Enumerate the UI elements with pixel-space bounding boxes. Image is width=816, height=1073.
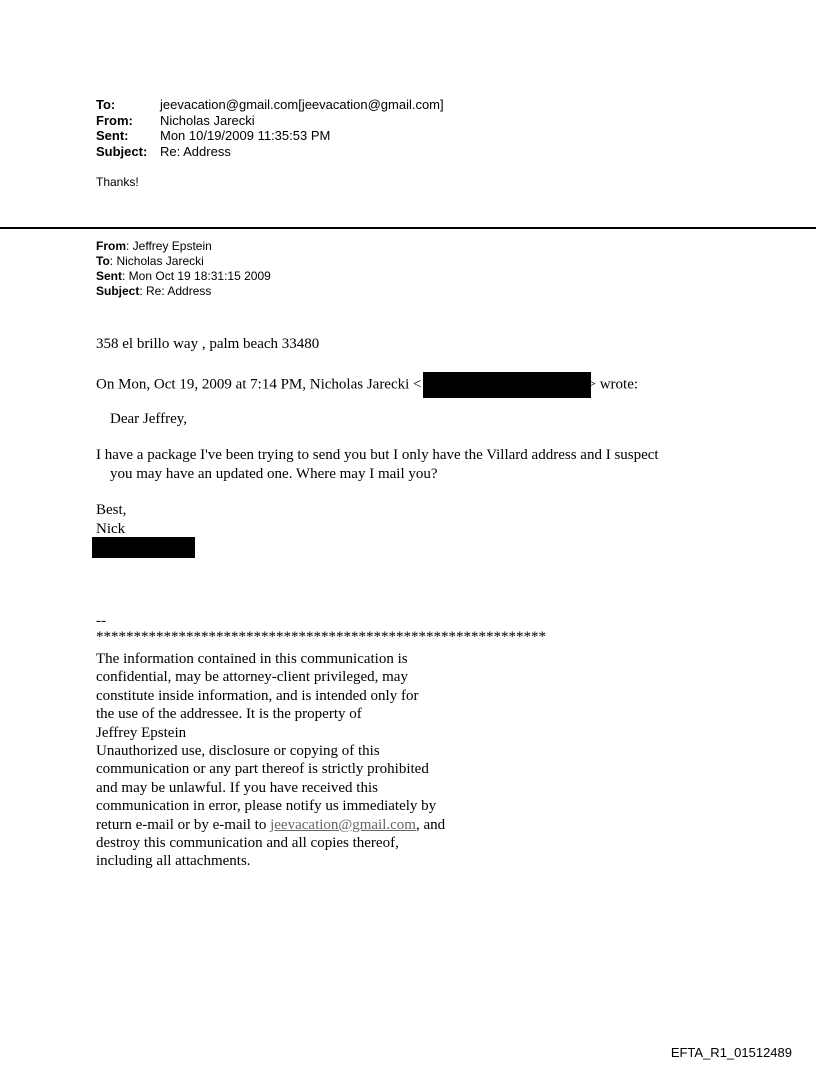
sent-label: Sent: [96, 128, 129, 143]
disclaimer-line: constitute inside information, and is intended only for [96, 687, 419, 704]
subject-label: Subject: [96, 143, 148, 159]
message-paragraph-line-2: you may have an updated one. Where may I mail you? [110, 466, 438, 482]
quoted-from-value: : Jeffrey Epstein [126, 239, 212, 253]
quoted-from-label: From [96, 239, 126, 253]
sent-value: Mon 10/19/2009 11:35:53 PM [160, 128, 331, 143]
subject-value: Re: Address [160, 143, 231, 159]
to-label: To: [96, 97, 116, 112]
redaction-box-email [423, 372, 591, 398]
disclaimer-line: communication or any part thereof is strictly prohibited [96, 761, 429, 778]
quoted-subject-value: : Re: Address [139, 284, 212, 298]
quote-attribution-prefix: On Mon, Oct 19, 2009 at 7:14 PM, Nicholas Jarecki < [96, 376, 422, 393]
disclaimer-line: communication in error, please notify us immediately by [96, 798, 437, 815]
reply-body: Thanks! [96, 175, 139, 189]
signature-name: Nick [96, 521, 126, 537]
subject-row [96, 144, 444, 160]
message-paragraph-line-1: I have a package I've been trying to send you but I only have the Villard address and I suspect [96, 447, 659, 463]
from-label: From: [96, 112, 133, 128]
from-value: Nicholas Jarecki [160, 112, 255, 128]
quoted-header [96, 239, 271, 299]
divider [0, 227, 816, 229]
disclaimer-line: and may be unlawful. If you have received this [96, 779, 378, 796]
disclaimer-line: confidential, may be attorney-client privileged, may [96, 669, 408, 686]
disclaimer-line: The information contained in this communication is [96, 651, 408, 667]
quoted-sent-label: Sent [96, 269, 123, 283]
address-line: 358 el brillo way , palm beach 33480 [96, 336, 320, 352]
email-link[interactable]: jeevacation@gmail.com [270, 816, 416, 833]
document-id: EFTA_R1_01512489 [670, 1045, 792, 1060]
email-header [96, 97, 444, 159]
confidentiality-disclaimer [96, 650, 445, 871]
quoted-to-row [96, 254, 271, 269]
from-row [96, 113, 444, 129]
quoted-to-value: : Nicholas Jarecki [109, 254, 204, 268]
signoff: Best, [96, 502, 127, 518]
separator-stars: ************************************************************ [96, 629, 546, 645]
quoted-from-row [96, 239, 271, 254]
quote-attribution-suffix: > wrote: [587, 376, 639, 393]
quoted-sent-row [96, 269, 271, 284]
to-value: jeevacation@gmail.com[jeevacation@gmail.com] [160, 97, 444, 112]
disclaimer-line: destroy this communication and all copies thereof, [96, 835, 399, 852]
disclaimer-link-prefix: return e-mail or by e-mail to [96, 816, 271, 833]
disclaimer-link-line [96, 816, 445, 834]
quoted-sent-value: : Mon Oct 19 18:31:15 2009 [122, 269, 271, 283]
sent-row [96, 128, 444, 144]
disclaimer-line: Unauthorized use, disclosure or copying of this [96, 743, 380, 760]
redaction-box-signature [92, 537, 195, 558]
quote-attribution [96, 372, 638, 398]
disclaimer-line: including all attachments. [96, 853, 251, 870]
quoted-subject-label: Subject [96, 284, 140, 298]
separator-dashes: -- [96, 613, 106, 629]
to-row [96, 97, 444, 113]
disclaimer-line: Jeffrey Epstein [96, 724, 187, 741]
quoted-to-label: To [96, 254, 110, 268]
greeting: Dear Jeffrey, [110, 411, 188, 427]
disclaimer-line: the use of the addressee. It is the property of [96, 706, 362, 723]
disclaimer-link-suffix: , and [415, 816, 446, 833]
quoted-subject-row [96, 284, 271, 299]
